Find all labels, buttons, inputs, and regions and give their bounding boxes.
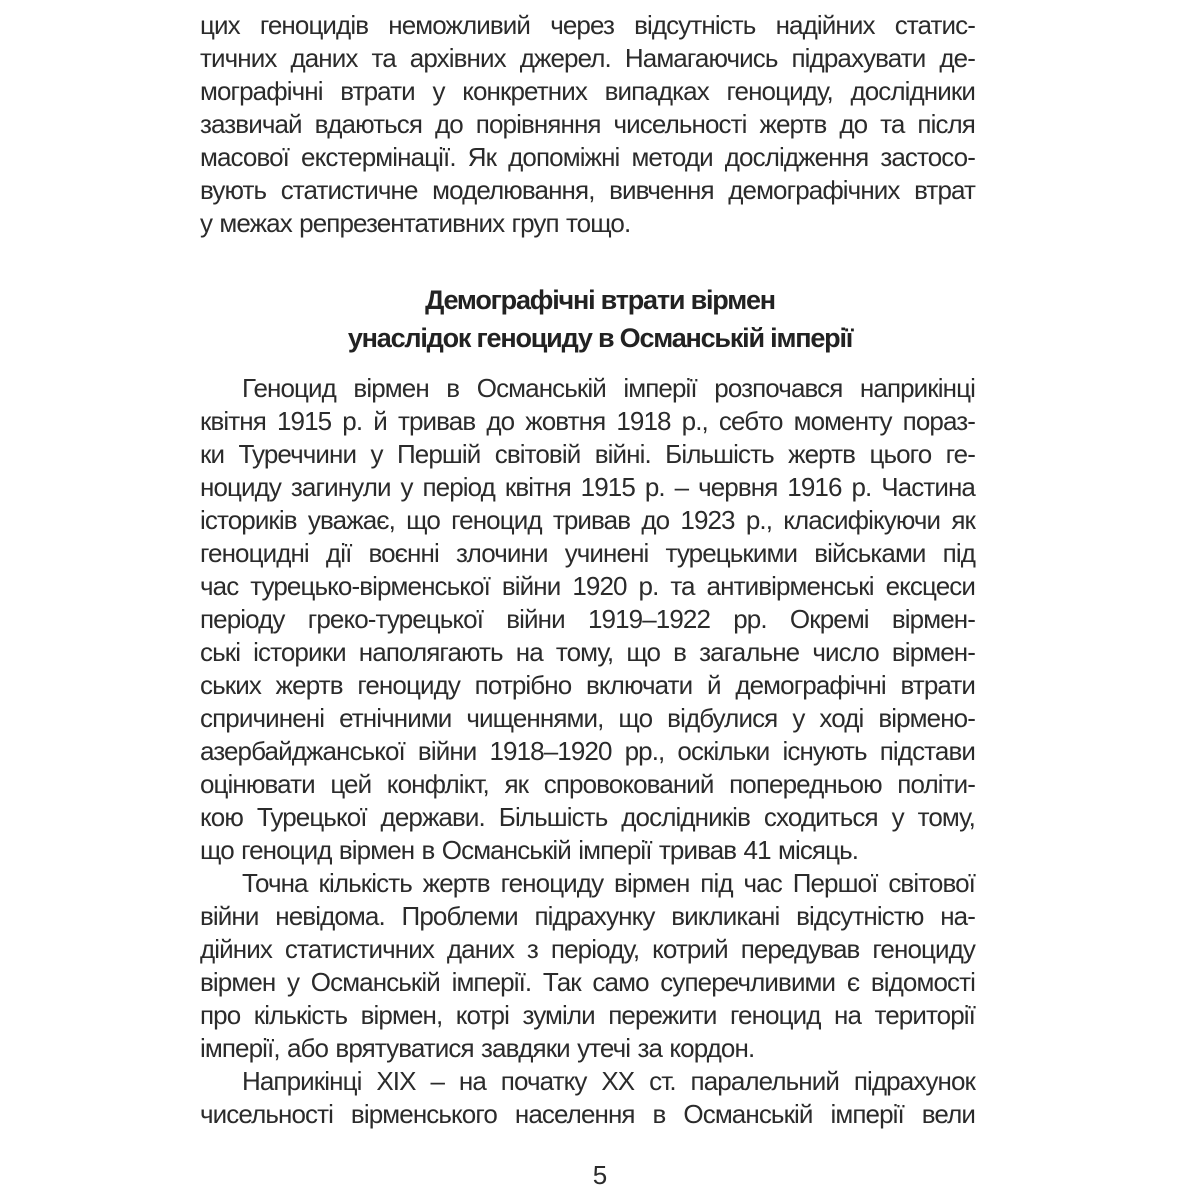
text-line: мографічні втрати у конкретних випадках геноциду, дослідники	[200, 76, 975, 106]
text-line: чисельності вірменського населення в Османській імперії вели	[200, 1099, 975, 1129]
text-line: що геноцид вірмен в Османській імперії тривав 41 місяць.	[200, 835, 859, 865]
section-heading-line-2: унаслідок геноциду в Османській імперії	[347, 323, 853, 353]
text-line: у межах репрезентативних груп тощо.	[200, 208, 631, 238]
text-line: ських жертв геноциду потрібно включати й демографічні втрати	[200, 670, 975, 700]
text-line: імперії, або врятуватися завдяки утечі за кордон.	[200, 1033, 755, 1063]
text-line: про кількість вірмен, котрі зуміли пережити геноцид на території	[200, 1000, 975, 1030]
text-line: азербайджанської війни 1918–1920 рр., оскільки існують підстави	[200, 736, 975, 766]
text-line: кою Турецької держави. Більшість дослідників сходиться у тому,	[200, 802, 975, 832]
text-line: масової екстермінації. Як допоміжні методи дослідження застосо-	[200, 142, 975, 172]
paragraph-first-line: Геноцид вірмен в Османській імперії розпочався наприкінці	[242, 373, 975, 403]
text-line: вують статистичне моделювання, вивчення демографічних втрат	[200, 175, 975, 205]
text-line: істориків уважає, що геноцид тривав до 1923 р., класифікуючи як	[200, 505, 975, 535]
text-line: вірмен у Османській імперії. Так само суперечливими є відомості	[200, 967, 975, 997]
text-line: спричинені етнічними чищеннями, що відбулися у ході вірмено-	[200, 703, 975, 733]
section-heading-line-1: Демографічні втрати вірмен	[425, 285, 775, 315]
text-line: ські історики наполягають на тому, що в загальне число вірмен-	[200, 637, 975, 667]
text-line: геноцидні дії воєнні злочини учинені турецькими військами під	[200, 538, 975, 568]
text-line: зазвичай вдаються до порівняння чисельності жертв до та після	[200, 109, 975, 139]
text-line: цих геноцидів неможливий через відсутність надійних статис-	[200, 10, 975, 40]
text-line: тичних даних та архівних джерел. Намагаючись підрахувати де-	[200, 43, 975, 73]
page-number: 5	[592, 1160, 608, 1190]
paragraph-first-line: Наприкінці XIX – на початку XX ст. паралельний підрахунок	[242, 1066, 975, 1096]
text-line: квітня 1915 р. й тривав до жовтня 1918 р., себто моменту пораз-	[200, 406, 975, 436]
text-line: дійних статистичних даних з періоду, котрий передував геноциду	[200, 934, 975, 964]
text-line: періоду греко-турецької війни 1919–1922 рр. Окремі вірмен-	[200, 604, 975, 634]
text-line: ноциду загинули у період квітня 1915 р. – червня 1916 р. Частина	[200, 472, 975, 502]
text-line: оцінювати цей конфлікт, як спровокований попередньою політи-	[200, 769, 975, 799]
text-line: війни невідома. Проблеми підрахунку викликані відсутністю на-	[200, 901, 975, 931]
paragraph-first-line: Точна кількість жертв геноциду вірмен під час Першої світової	[242, 868, 975, 898]
text-line: ки Туреччини у Першій світовій війні. Більшість жертв цього ге-	[200, 439, 975, 469]
text-line: час турецько-вірменської війни 1920 р. та антивірменські ексцеси	[200, 571, 975, 601]
